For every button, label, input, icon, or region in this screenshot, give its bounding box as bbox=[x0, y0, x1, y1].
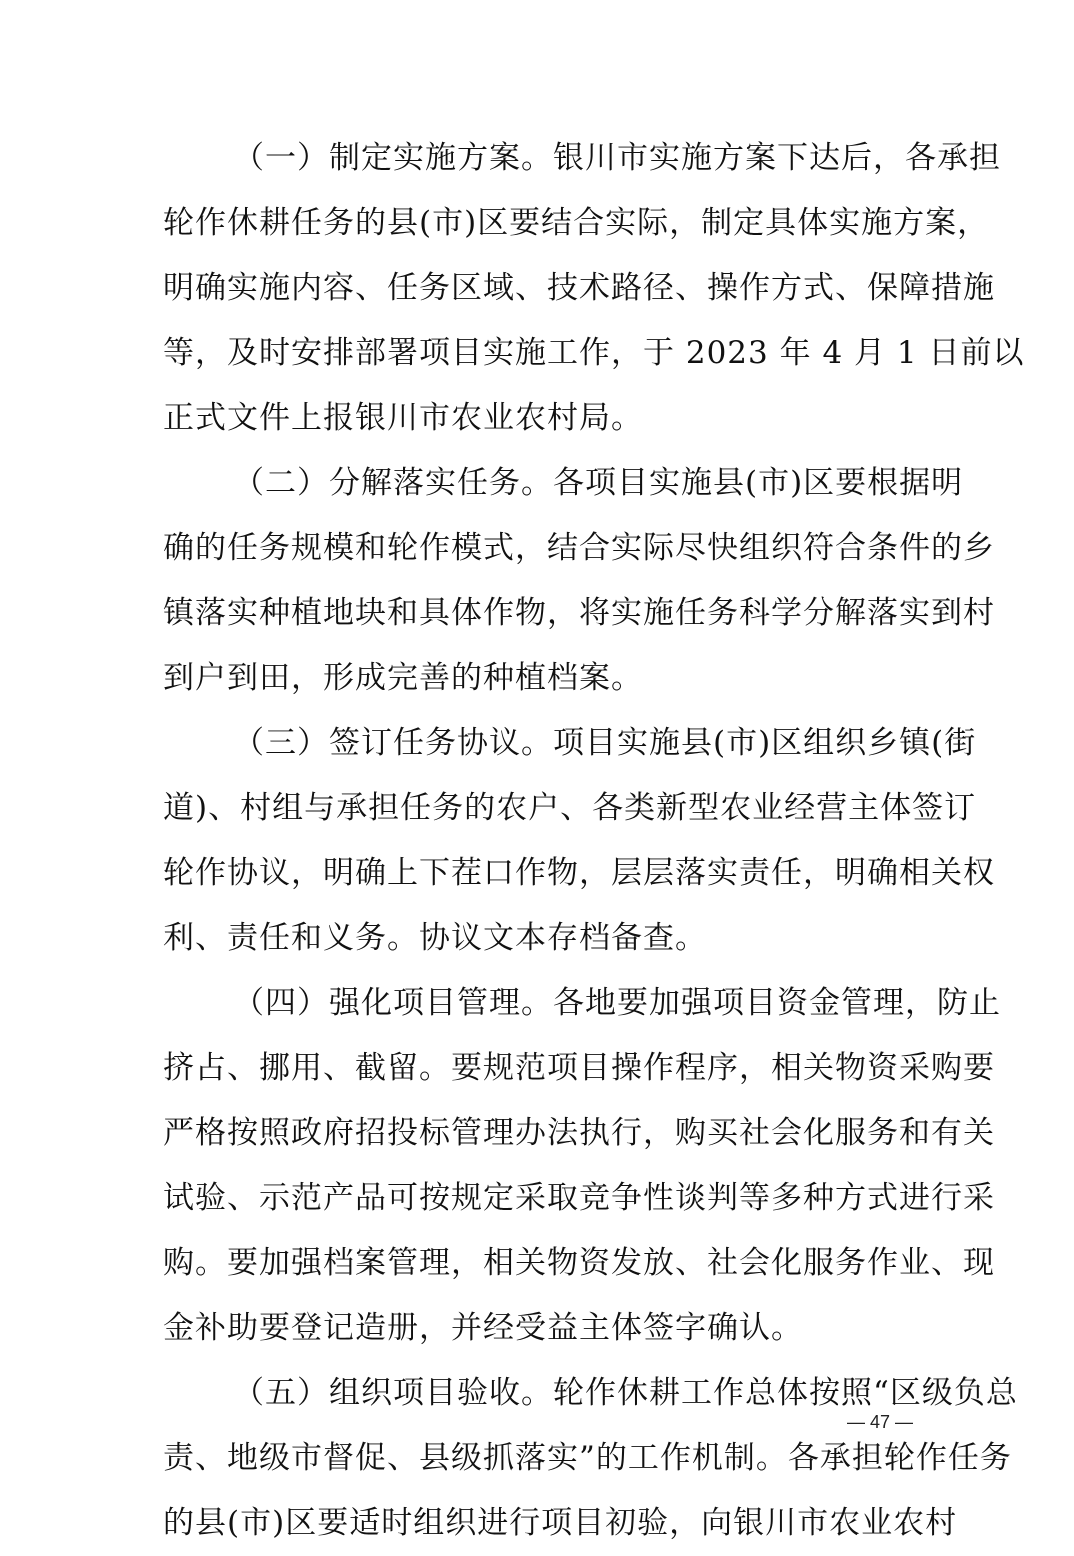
text-line: 轮作休耕任务的县(市)区要结合实际，制定具体实施方案， bbox=[163, 205, 990, 241]
text-line: 挤占、挪用、截留。要规范项目操作程序，相关物资采购要 bbox=[163, 1050, 995, 1086]
text-line: 正式文件上报银川市农业农村局。 bbox=[163, 400, 643, 436]
document-body bbox=[163, 126, 1025, 1556]
text-line: （二）分解落实任务。各项目实施县(市)区要根据明 bbox=[233, 465, 964, 501]
text-line: 购。要加强档案管理，相关物资发放、社会化服务作业、现 bbox=[163, 1245, 995, 1281]
text-line: （四）强化项目管理。各地要加强项目资金管理，防止 bbox=[233, 985, 1001, 1021]
text-line: 金补助要登记造册，并经受益主体签字确认。 bbox=[163, 1310, 803, 1346]
text-line: 明确实施内容、任务区域、技术路径、操作方式、保障措施 bbox=[163, 270, 995, 306]
text-line: 的县(市)区要适时组织进行项目初验，向银川市农业农村 bbox=[163, 1505, 958, 1541]
text-line: 严格按照政府招投标管理办法执行，购买社会化服务和有关 bbox=[163, 1115, 995, 1151]
text-line: 责、地级市督促、县级抓落实”的工作机制。各承担轮作任务 bbox=[163, 1440, 1012, 1476]
paragraph-section-3 bbox=[163, 711, 995, 971]
text-line: 轮作协议，明确上下茬口作物，层层落实责任，明确相关权 bbox=[163, 855, 995, 891]
text-line: 等，及时安排部署项目实施工作，于 2023 年 4 月 1 日前以 bbox=[163, 335, 1025, 371]
text-line: 利、责任和义务。协议文本存档备查。 bbox=[163, 920, 707, 956]
page-number: — 47 — bbox=[846, 1412, 914, 1432]
paragraph-section-2 bbox=[163, 451, 995, 711]
text-line: 镇落实种植地块和具体作物，将实施任务科学分解落实到村 bbox=[163, 595, 995, 631]
paragraph-section-5 bbox=[163, 1361, 1018, 1556]
text-line: （一）制定实施方案。银川市实施方案下达后，各承担 bbox=[233, 140, 1001, 176]
text-line: 到户到田，形成完善的种植档案。 bbox=[163, 660, 643, 696]
text-line: 试验、示范产品可按规定采取竞争性谈判等多种方式进行采 bbox=[163, 1180, 995, 1216]
text-line: 确的任务规模和轮作模式，结合实际尽快组织符合条件的乡 bbox=[163, 530, 995, 566]
text-line: （三）签订任务协议。项目实施县(市)区组织乡镇(街 bbox=[233, 725, 977, 761]
text-line: （五）组织项目验收。轮作休耕工作总体按照“区级负总 bbox=[233, 1375, 1018, 1411]
text-line: 道)、村组与承担任务的农户、各类新型农业经营主体签订 bbox=[163, 790, 977, 826]
paragraph-section-4 bbox=[163, 971, 1001, 1361]
paragraph-section-1 bbox=[163, 126, 1025, 451]
